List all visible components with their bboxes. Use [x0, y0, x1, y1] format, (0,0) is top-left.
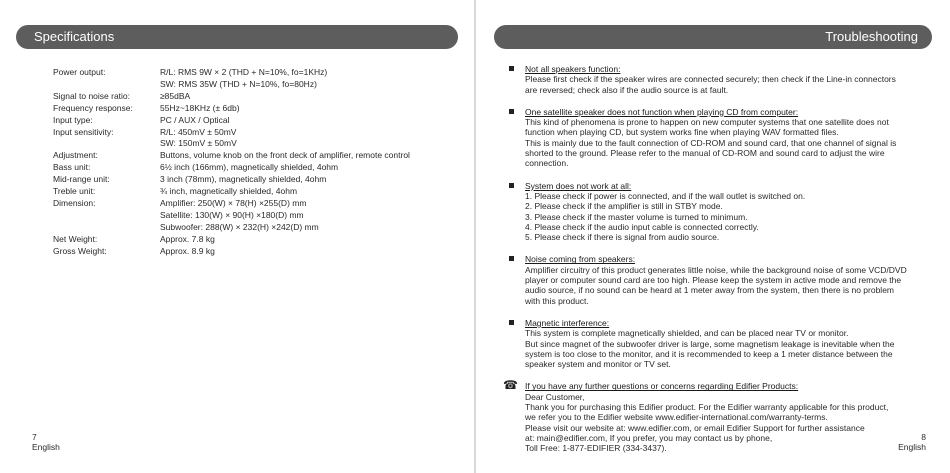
troubleshooting-item [503, 378, 926, 454]
troubleshooting-item-title: If you have any further questions or concerns regarding Edifier Products: [525, 381, 799, 392]
telephone-icon: ☎ [503, 378, 518, 393]
spec-row [53, 103, 410, 115]
spec-row [53, 150, 410, 162]
troubleshooting-item [506, 107, 926, 169]
troubleshooting-item-line: 1. Please check if power is connected, and if the wall outlet is switched on. [525, 190, 806, 201]
troubleshooting-title: Troubleshooting [825, 29, 918, 44]
spec-row [53, 67, 410, 91]
spec-label: Gross Weight: [53, 245, 107, 256]
spec-label: Frequency response: [53, 102, 133, 113]
troubleshooting-item-line: we refer you to the Edifier website www.edifier-international.com/warranty-terms. [525, 412, 828, 423]
troubleshooting-item-title: Not all speakers function: [525, 64, 621, 74]
troubleshooting-item-title: System does not work at all: [525, 180, 632, 191]
spec-values [160, 162, 338, 174]
spec-row [53, 246, 410, 258]
troubleshooting-item-line: speaker system and monitor or TV set. [525, 359, 671, 370]
troubleshooting-item-line: This kind of phenomena is prone to happen on new computer systems that one satellite does not [525, 117, 889, 128]
troubleshooting-item-line: system is too close to the monitor, and it is recommended to keep a 1 meter distance between the [525, 348, 893, 359]
troubleshooting-item [506, 64, 926, 95]
language-label: English [898, 442, 926, 452]
troubleshooting-item [506, 318, 926, 369]
spec-row [53, 186, 410, 198]
left-footer [32, 432, 60, 452]
troubleshooting-item-line: 5. Please check if there is signal from audio source. [525, 232, 720, 243]
troubleshooting-item-line: player or computer sound card are too high. Please keep the system in active mode and remove the [525, 275, 902, 286]
spec-row [53, 127, 410, 151]
spec-value: R/L: 450mV ± 50mV [160, 126, 237, 137]
troubleshooting-item-line: But since magnet of the subwoofer driver is large, some magnetism leakage is inevitable when the [525, 338, 895, 349]
spec-label: Dimension: [53, 197, 96, 208]
right-page [476, 0, 950, 473]
spec-value: Approx. 7.8 kg [160, 233, 215, 244]
troubleshooting-item-title: Magnetic interference: [525, 317, 610, 328]
spec-row [53, 198, 410, 234]
spec-label: Mid-range unit: [53, 174, 110, 185]
spec-value: SW: 150mV ± 50mV [160, 138, 237, 149]
square-bullet-icon [509, 66, 514, 71]
spec-values [160, 174, 326, 186]
right-footer [898, 432, 926, 452]
spec-values [160, 115, 229, 127]
troubleshooting-item-line: Please visit our website at: www.edifier.com, or email Edifier Support for further assistance [525, 422, 865, 433]
page-number: 8 [921, 432, 926, 442]
troubleshooting-item-line: audio source, if no sound can be heard at 1 meter away from the system, then there is no problem [525, 285, 895, 296]
specifications-title: Specifications [34, 29, 115, 44]
troubleshooting-item-line: Please first check if the speaker wires are connected securely; then check if the Line-in connectors [525, 74, 896, 85]
specifications-table [53, 67, 410, 258]
spec-value: 6½ inch (166mm), magnetically shielded, 4ohm [160, 162, 339, 173]
troubleshooting-item-line: function when playing CD, but system works fine when playing WAV formatted files. [525, 127, 839, 138]
troubleshooting-item-title: Noise coming from speakers: [525, 254, 636, 265]
spec-label: Net Weight: [53, 233, 98, 244]
spec-label: Power output: [53, 67, 106, 77]
square-bullet-icon [509, 320, 514, 325]
troubleshooting-item-line: This is mainly due to the fault connection of CD-ROM and sound card, that one channel of signal is [525, 137, 897, 148]
spec-label: Treble unit: [53, 186, 96, 197]
spec-values [160, 91, 190, 103]
spec-label: Signal to noise ratio: [53, 90, 131, 101]
troubleshooting-item-line: connection. [525, 158, 569, 169]
troubleshooting-item [506, 254, 926, 305]
troubleshooting-header [494, 25, 932, 49]
page-number: 7 [32, 432, 37, 442]
spec-value: 3 inch (78mm), magnetically shielded, 4ohm [160, 174, 327, 185]
troubleshooting-item-line: 4. Please check if the audio input cable is connected correctly. [525, 221, 759, 232]
spec-row [53, 115, 410, 127]
spec-row [53, 174, 410, 186]
spec-values [160, 150, 410, 162]
spec-value: PC / AUX / Optical [160, 114, 230, 125]
troubleshooting-item-line: 2. Please check if the amplifier is still in STBY mode. [525, 201, 723, 212]
square-bullet-icon [509, 183, 514, 188]
troubleshooting-item-line: Amplifier circuitry of this product generates little noise, while the background noise of some VCD/DVD [525, 264, 907, 275]
spec-label: Bass unit: [53, 162, 91, 173]
spec-values [160, 127, 237, 151]
spec-label: Adjustment: [53, 150, 98, 161]
specifications-header [16, 25, 458, 49]
spec-row [53, 162, 410, 174]
square-bullet-icon [509, 256, 514, 261]
troubleshooting-item-line: Thank you for purchasing this Edifier product. For the Edifier warranty applicable for this product, [525, 402, 889, 413]
spec-value: Approx. 8.9 kg [160, 245, 215, 256]
troubleshooting-item [506, 181, 926, 243]
spec-value: ¾ inch, magnetically shielded, 4ohm [160, 186, 298, 197]
spec-value: R/L: RMS 9W × 2 (THD + N=10%, fo=1KHz) [160, 67, 328, 77]
spec-label: Input sensitivity: [53, 126, 114, 137]
troubleshooting-item-line: This system is complete magnetically shielded, and can be placed near TV or monitor. [525, 328, 849, 339]
spec-row [53, 91, 410, 103]
spec-values [160, 186, 297, 198]
spec-row [53, 234, 410, 246]
troubleshooting-item-line: at: main@edifier.com, If you prefer, you may contact us by phone, [525, 432, 773, 443]
troubleshooting-item-line: Toll Free: 1-877-EDIFIER (334-3437). [525, 443, 667, 454]
spec-value: 55Hz~18KHz (± 6db) [160, 102, 240, 113]
square-bullet-icon [509, 109, 514, 114]
troubleshooting-item-line: with this product. [525, 295, 589, 306]
spec-values [160, 246, 215, 258]
spec-value: ≥85dBA [160, 90, 191, 101]
spec-values [160, 198, 319, 234]
troubleshooting-item-line: Dear Customer, [525, 391, 585, 402]
spec-value: Satellite: 130(W) × 90(H) ×180(D) mm [160, 209, 304, 220]
troubleshooting-item-line: shorted to the ground. Please refer to the manual of CD-ROM and sound card to adjust the wire [525, 148, 885, 159]
spec-values [160, 103, 240, 115]
spec-value: SW: RMS 35W (THD + N=10%, fo=80Hz) [160, 78, 317, 89]
left-page [0, 0, 474, 473]
spec-values [160, 234, 215, 246]
troubleshooting-item-line: 3. Please check if the master volume is turned to minimum. [525, 211, 748, 222]
spec-value: Buttons, volume knob on the front deck of amplifier, remote control [160, 150, 410, 161]
troubleshooting-item-line: are reversed; check also if the audio source is at fault. [525, 84, 729, 95]
troubleshooting-list [503, 64, 926, 466]
troubleshooting-item-title: One satellite speaker does not function when playing CD from computer: [525, 106, 799, 117]
language-label: English [32, 442, 60, 452]
spec-value: Amplifier: 250(W) × 78(H) ×255(D) mm [160, 197, 307, 208]
spec-value: Subwoofer: 288(W) × 232(H) ×242(D) mm [160, 221, 319, 232]
spec-label: Input type: [53, 114, 93, 125]
spec-values [160, 67, 327, 91]
